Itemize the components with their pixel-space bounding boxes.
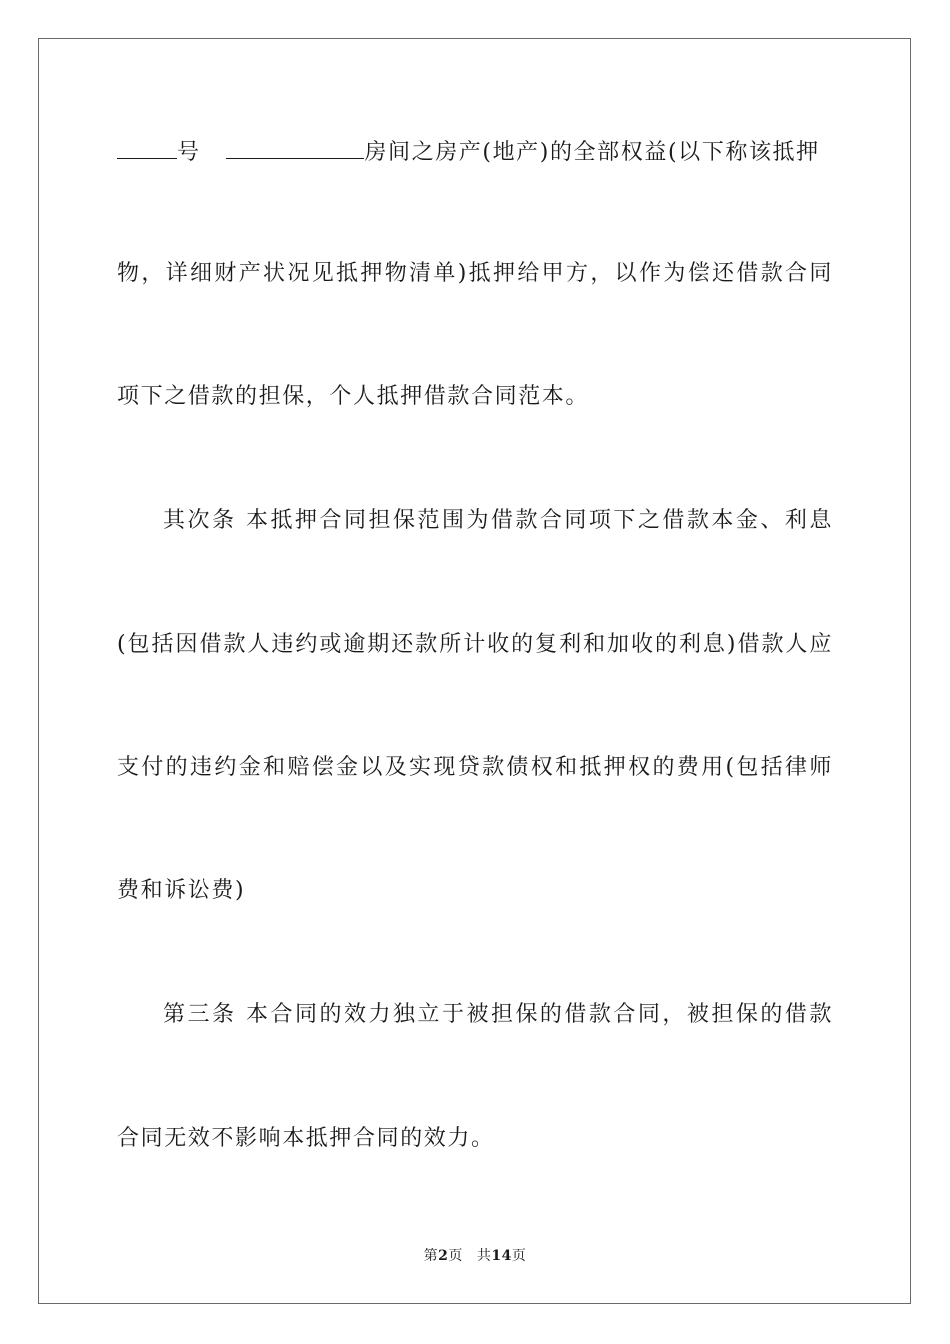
line-1-text: 房间之房产(地产)的全部权益(以下称该抵押 [364, 140, 820, 165]
number-label: 号 [177, 140, 201, 165]
page-border [38, 38, 911, 1304]
page-number: 2 [438, 1248, 449, 1264]
text-line-9: 合同无效不影响本抵押合同的效力。 [117, 1126, 495, 1151]
clause-2-first-line: 其次条 本抵押合同担保范围为借款合同项下之借款本金、利息 [163, 508, 833, 533]
total-pages: 14 [491, 1248, 512, 1264]
total-prefix: 共 [476, 1248, 492, 1264]
page-suffix: 页 [448, 1248, 463, 1264]
page-prefix: 第 [423, 1248, 439, 1264]
page-footer [0, 1246, 950, 1266]
total-suffix: 页 [511, 1248, 527, 1264]
text-line-5: (包括因借款人违约或逾期还款所计收的复利和加收的利息)借款人应 [117, 632, 833, 657]
fill-in-blank-room[interactable] [226, 138, 364, 159]
fill-in-blank-number[interactable] [117, 138, 177, 159]
text-line-6: 支付的违约金和赔偿金以及实现贷款债权和抵押权的费用(包括律师 [117, 755, 833, 780]
text-line-7: 费和诉讼费) [117, 878, 246, 903]
clause-3-first-line: 第三条 本合同的效力独立于被担保的借款合同，被担保的借款 [163, 1002, 833, 1027]
text-line-2: 物，详细财产状况见抵押物清单)抵押给甲方，以作为偿还借款合同 [117, 261, 833, 286]
text-line-3: 项下之借款的担保，个人抵押借款合同范本。 [117, 384, 590, 409]
text-line-1 [117, 138, 833, 168]
